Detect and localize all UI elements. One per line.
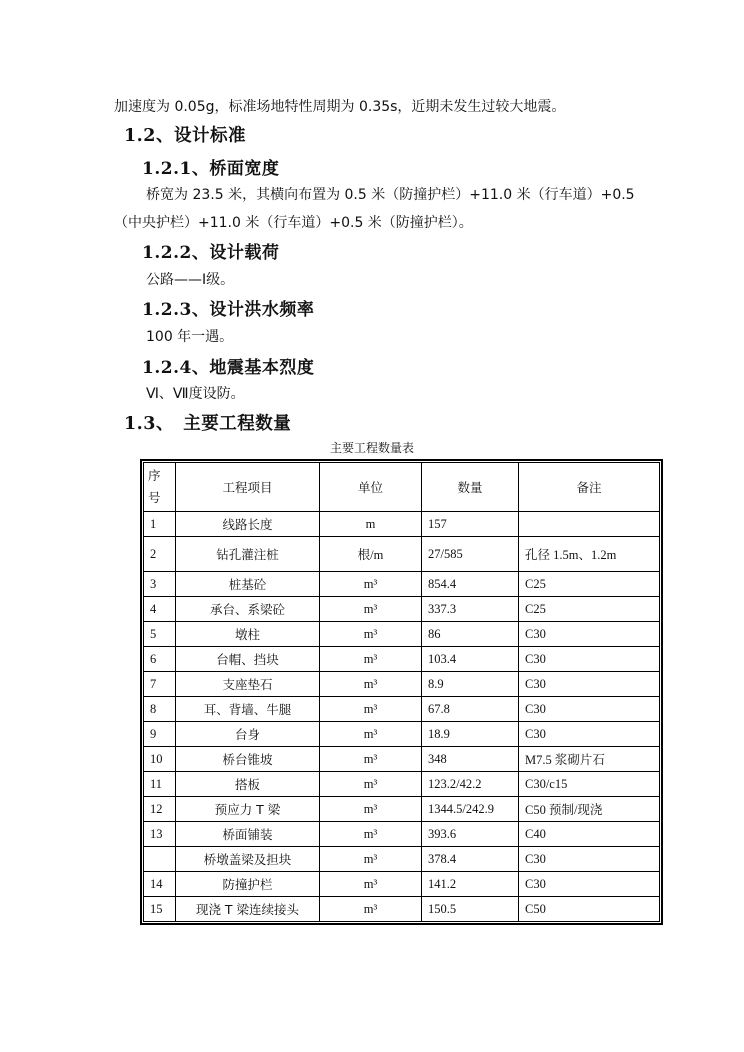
row-note (519, 512, 660, 537)
table-row (144, 772, 660, 797)
row-unit: m³ (320, 847, 422, 872)
row-no: 14 (144, 872, 176, 897)
row-name: 桥面铺装 (176, 822, 320, 847)
row-qty: 27/585 (422, 537, 519, 572)
row-note: C50 (519, 897, 660, 922)
table-row (144, 822, 660, 847)
flood-frequency-text: 100 年一遇。 (146, 329, 234, 345)
table-row (144, 622, 660, 647)
row-name: 钻孔灌注桩 (176, 537, 320, 572)
row-qty: 157 (422, 512, 519, 537)
heading-1-2: 1.2、设计标准 (124, 126, 246, 146)
row-qty: 393.6 (422, 822, 519, 847)
intro-line: 加速度为 0.05g，标准场地特性周期为 0.35s，近期未发生过较大地震。 (114, 99, 566, 115)
table-header-row (144, 463, 660, 512)
heading-1-2-4: 1.2.4、地震基本烈度 (142, 358, 315, 378)
row-qty: 150.5 (422, 897, 519, 922)
row-note: C30 (519, 872, 660, 897)
row-note: C30 (519, 722, 660, 747)
row-no: 11 (144, 772, 176, 797)
row-unit: m³ (320, 822, 422, 847)
row-note: C30 (519, 697, 660, 722)
table-row (144, 512, 660, 537)
bridge-width-line-1: 桥宽为 23.5 米，其横向布置为 0.5 米（防撞护栏）+11.0 米（行车道）+0.5 (146, 187, 635, 203)
row-no: 15 (144, 897, 176, 922)
bridge-width-line-2: （中央护栏）+11.0 米（行车道）+0.5 米（防撞护栏）。 (114, 215, 473, 231)
row-name: 线路长度 (176, 512, 320, 537)
row-qty: 378.4 (422, 847, 519, 872)
row-qty: 141.2 (422, 872, 519, 897)
row-unit: m³ (320, 697, 422, 722)
row-no: 8 (144, 697, 176, 722)
header-note: 备注 (519, 463, 660, 512)
row-qty: 1344.5/242.9 (422, 797, 519, 822)
heading-1-3: 1.3、 主要工程数量 (124, 414, 292, 434)
table-caption: 主要工程数量表 (329, 441, 414, 455)
heading-1-2-3: 1.2.3、设计洪水频率 (142, 300, 315, 320)
quantities-table (143, 462, 660, 922)
row-unit: m³ (320, 672, 422, 697)
row-name: 台身 (176, 722, 320, 747)
row-name: 墩柱 (176, 622, 320, 647)
table-row (144, 572, 660, 597)
row-note: C30 (519, 847, 660, 872)
row-note: C50 预制/现浇 (519, 797, 660, 822)
row-no: 2 (144, 537, 176, 572)
row-unit: m³ (320, 722, 422, 747)
row-qty: 67.8 (422, 697, 519, 722)
row-note: C25 (519, 597, 660, 622)
row-note: C40 (519, 822, 660, 847)
table-row (144, 872, 660, 897)
row-note: C30 (519, 622, 660, 647)
row-name: 桥墩盖梁及担块 (176, 847, 320, 872)
row-note: C25 (519, 572, 660, 597)
row-no: 6 (144, 647, 176, 672)
row-note: C30 (519, 647, 660, 672)
header-unit: 单位 (320, 463, 422, 512)
row-no: 10 (144, 747, 176, 772)
heading-1-2-2: 1.2.2、设计载荷 (142, 243, 280, 263)
row-unit: 根/m (320, 537, 422, 572)
row-name: 承台、系梁砼 (176, 597, 320, 622)
seismic-intensity-text: Ⅵ、Ⅶ度设防。 (146, 386, 245, 402)
table-row (144, 897, 660, 922)
row-note: C30 (519, 672, 660, 697)
row-note: C30/c15 (519, 772, 660, 797)
row-name: 桩基砼 (176, 572, 320, 597)
row-unit: m³ (320, 622, 422, 647)
heading-1-2-1: 1.2.1、桥面宽度 (142, 159, 280, 179)
row-unit: m³ (320, 647, 422, 672)
row-qty: 86 (422, 622, 519, 647)
row-name: 耳、背墙、牛腿 (176, 697, 320, 722)
row-name: 搭板 (176, 772, 320, 797)
table-row (144, 722, 660, 747)
row-name: 桥台锥坡 (176, 747, 320, 772)
row-name: 防撞护栏 (176, 872, 320, 897)
table-row (144, 597, 660, 622)
table-row (144, 672, 660, 697)
row-no: 7 (144, 672, 176, 697)
row-no: 13 (144, 822, 176, 847)
row-unit: m³ (320, 872, 422, 897)
table-row (144, 537, 660, 572)
row-no: 12 (144, 797, 176, 822)
row-name: 台帽、挡块 (176, 647, 320, 672)
row-note: M7.5 浆砌片石 (519, 747, 660, 772)
header-qty: 数量 (422, 463, 519, 512)
row-unit: m³ (320, 597, 422, 622)
row-qty: 348 (422, 747, 519, 772)
table-row (144, 747, 660, 772)
header-name: 工程项目 (176, 463, 320, 512)
row-name: 现浇 T 梁连续接头 (176, 897, 320, 922)
row-unit: m³ (320, 572, 422, 597)
row-qty: 8.9 (422, 672, 519, 697)
row-qty: 103.4 (422, 647, 519, 672)
row-unit: m³ (320, 897, 422, 922)
row-name: 支座垫石 (176, 672, 320, 697)
row-qty: 18.9 (422, 722, 519, 747)
design-load-text: 公路——Ⅰ级。 (146, 272, 235, 288)
quantities-table-frame (140, 459, 663, 925)
table-row (144, 797, 660, 822)
row-unit: m³ (320, 772, 422, 797)
row-qty: 337.3 (422, 597, 519, 622)
row-qty: 854.4 (422, 572, 519, 597)
row-no: 5 (144, 622, 176, 647)
row-note: 孔径 1.5m、1.2m (519, 537, 660, 572)
row-unit: m³ (320, 747, 422, 772)
table-row (144, 647, 660, 672)
row-no: 1 (144, 512, 176, 537)
table-row (144, 847, 660, 872)
row-unit: m (320, 512, 422, 537)
row-name: 预应力 T 梁 (176, 797, 320, 822)
row-no: 9 (144, 722, 176, 747)
header-no: 序号 (144, 463, 176, 512)
row-no (144, 847, 176, 872)
row-unit: m³ (320, 797, 422, 822)
row-no: 4 (144, 597, 176, 622)
table-row (144, 697, 660, 722)
row-no: 3 (144, 572, 176, 597)
row-qty: 123.2/42.2 (422, 772, 519, 797)
